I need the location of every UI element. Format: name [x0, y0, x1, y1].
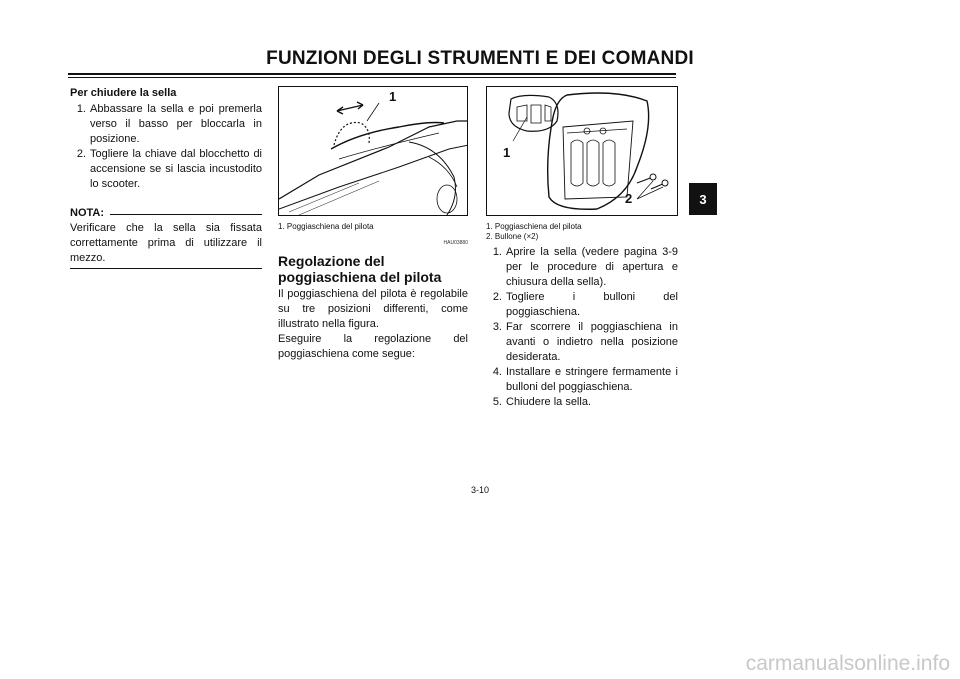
step-text: Togliere la chiave dal blocchetto di accensione se si lascia incustodito lo scooter.	[90, 148, 262, 190]
subheading-close-seat: Per chiudere la sella	[70, 87, 177, 99]
reference-code: HAU03880	[443, 240, 468, 246]
column-middle	[278, 86, 468, 362]
header-rule-thin	[68, 77, 676, 78]
seat-underside-illustration	[487, 87, 678, 216]
watermark: carmanualsonline.info	[745, 652, 950, 675]
list-item	[486, 320, 678, 365]
step-number: 1.	[492, 246, 502, 258]
figure-callout-1: 1	[503, 145, 511, 160]
step-number: 1.	[76, 103, 86, 115]
chapter-tab: 3	[689, 183, 717, 215]
backrest-adjust-steps	[486, 245, 678, 410]
caption-line: 1. Poggiaschiena del pilota	[486, 222, 582, 231]
note-label: NOTA:	[70, 207, 105, 219]
list-item	[486, 290, 678, 320]
paragraph: Il poggiaschiena del pilota è regolabile su tre posizioni differenti, come illustrato nella figura.	[278, 288, 468, 330]
step-text: Aprire la sella (vedere pagina 3-9 per le procedure di apertura e chiusura della sella).	[506, 246, 678, 288]
list-item	[70, 147, 262, 192]
list-item	[486, 395, 678, 410]
header-rule	[68, 73, 676, 75]
figure-backrest-bolts	[486, 86, 678, 216]
column-right	[486, 86, 678, 410]
step-text: Far scorrere il poggiaschiena in avanti o indietro nella posizione desiderata.	[506, 321, 678, 363]
note-end-rule	[70, 268, 262, 269]
step-text: Installare e stringere fermamente i bulloni del poggiaschiena.	[506, 366, 678, 393]
list-item	[486, 365, 678, 395]
figure-callout-2: 2	[625, 191, 633, 206]
step-number: 4.	[492, 366, 502, 378]
step-number: 5.	[492, 396, 502, 408]
note-heading	[70, 206, 262, 221]
page-header: FUNZIONI DEGLI STRUMENTI E DEI COMANDI	[266, 48, 694, 69]
page-number: 3-10	[470, 485, 489, 495]
note-rule	[110, 214, 262, 215]
figure-caption	[486, 222, 678, 242]
figure-callout: 1	[389, 89, 397, 104]
figure-caption: 1. Poggiaschiena del pilota	[278, 222, 374, 231]
section-title: Regolazione del poggiaschiena del pilota	[278, 253, 442, 285]
step-text: Abbassare la sella e poi premerla verso il basso per bloccarla in posizione.	[90, 103, 262, 145]
step-text: Togliere i bulloni del poggiaschiena.	[506, 291, 678, 318]
section-body	[278, 287, 468, 362]
caption-line: 2. Bullone (×2)	[486, 232, 539, 241]
list-item	[70, 102, 262, 147]
step-number: 2.	[76, 148, 86, 160]
column-left	[70, 86, 262, 269]
step-number: 2.	[492, 291, 502, 303]
close-seat-steps	[70, 102, 262, 192]
step-number: 3.	[492, 321, 502, 333]
note-text: Verificare che la sella sia fissata correttamente prima di utilizzare il mezzo.	[70, 222, 262, 264]
scooter-seat-illustration	[279, 87, 468, 216]
step-text: Chiudere la sella.	[506, 396, 591, 408]
figure-backrest	[278, 86, 468, 216]
list-item	[486, 245, 678, 290]
paragraph: Eseguire la regolazione del poggiaschiena come segue:	[278, 333, 468, 360]
